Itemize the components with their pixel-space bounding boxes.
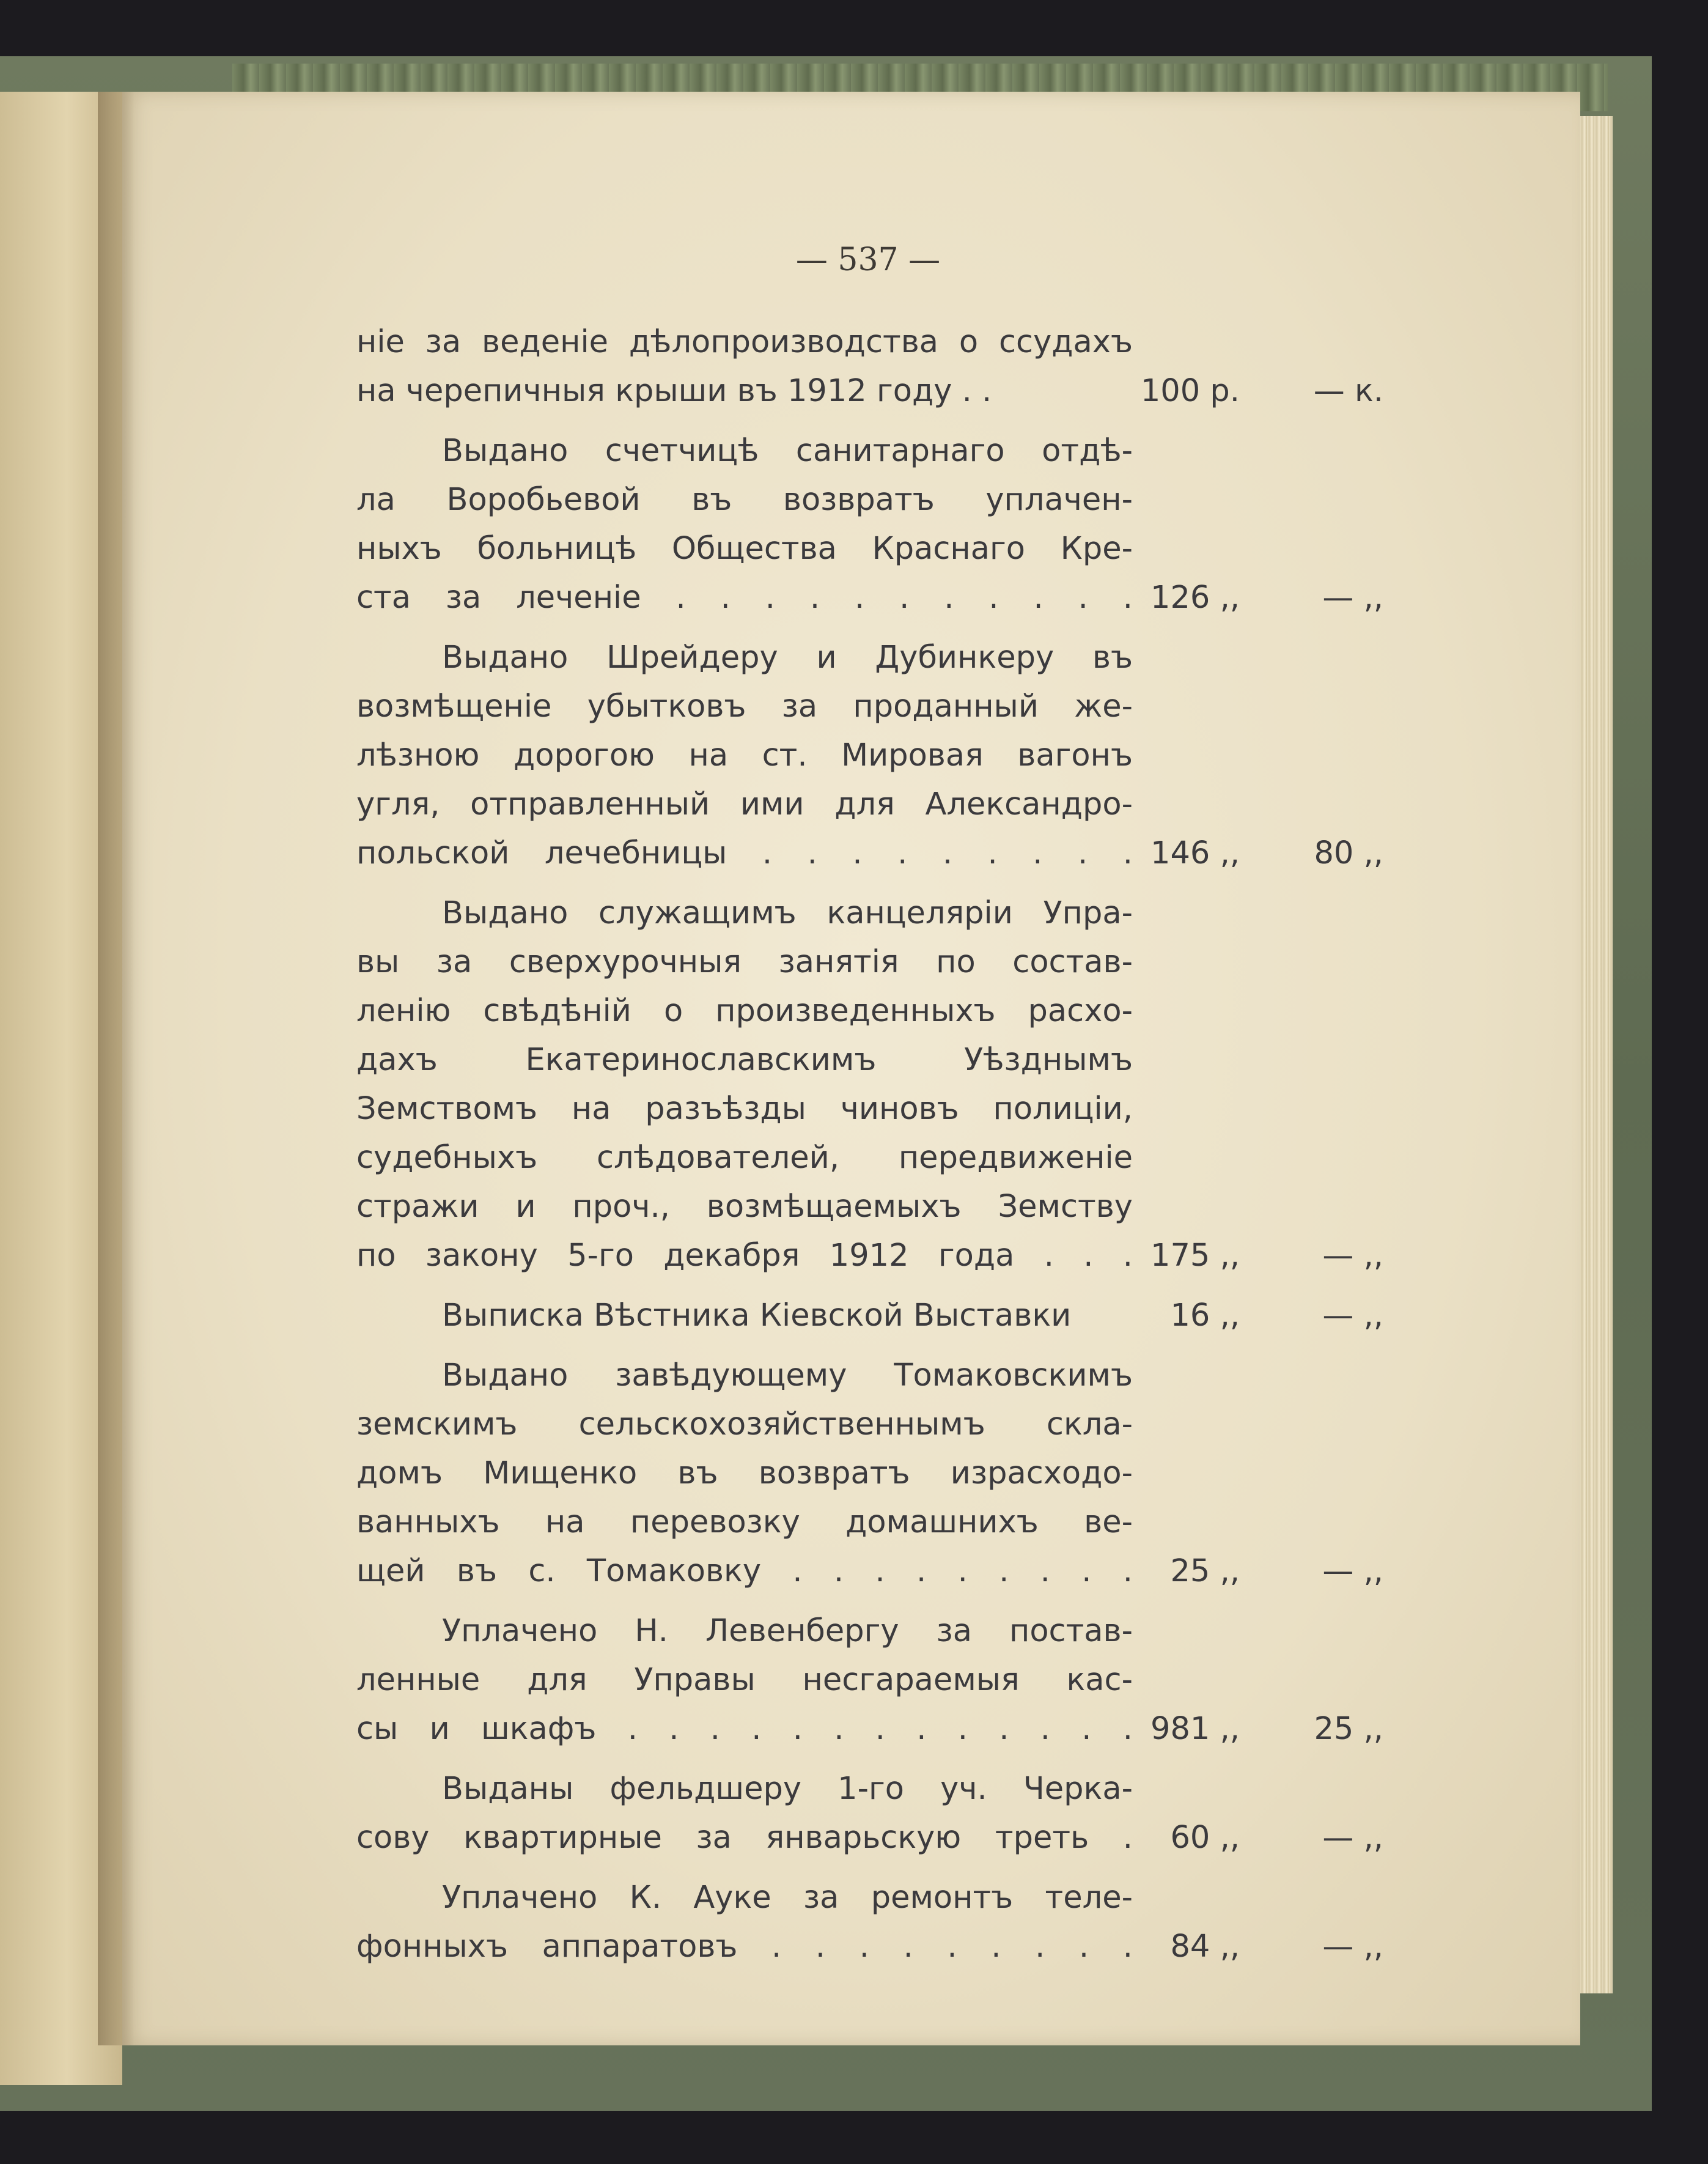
amount-kopecks: — ,, <box>1322 580 1383 616</box>
amount <box>1133 1291 1383 1340</box>
ledger-entry <box>356 427 1383 622</box>
ledger-line <box>356 1400 1383 1449</box>
line-text: домъ Мищенко въ возвратъ израсходо- <box>356 1455 1133 1491</box>
amount <box>1133 1705 1383 1754</box>
ledger-line <box>356 938 1383 987</box>
line-text: дахъ Екатеринославскимъ Уѣзднымъ <box>356 1042 1133 1078</box>
line-text: судебныхъ слѣдователей, передвиженіе <box>356 1140 1133 1176</box>
amount <box>1133 367 1383 416</box>
line-text: стражи и проч., возмѣщаемыхъ Земству <box>356 1189 1133 1225</box>
amount-rubles: 126 ,, <box>1150 580 1240 616</box>
amount-kopecks: 25 ,, <box>1314 1711 1383 1747</box>
line-text: возмѣщеніе убытковъ за проданный же- <box>356 689 1133 725</box>
ledger-entry <box>356 318 1383 416</box>
line-text: на черепичныя крыши въ 1912 году . . <box>356 373 992 409</box>
line-text: угля, отправленный ими для Александро- <box>356 786 1133 822</box>
amount-rubles: 16 ,, <box>1170 1298 1240 1334</box>
line-text: ныхъ больницѣ Общества Краснаго Кре- <box>356 531 1133 567</box>
ledger-entry <box>356 1291 1383 1340</box>
line-text: вы за сверхурочныя занятія по состав- <box>356 944 1133 980</box>
line-text: Выданы фельдшеру 1-го уч. Черка- <box>442 1771 1133 1807</box>
amount-rubles: 981 ,, <box>1150 1711 1240 1747</box>
ledger-line <box>356 1183 1383 1232</box>
ledger-line <box>356 1498 1383 1547</box>
line-text: по закону 5-го декабря 1912 года . . . <box>356 1238 1133 1274</box>
line-text: Уплачено Н. Левенбергу за постав- <box>442 1613 1133 1649</box>
ledger-line <box>356 1036 1383 1085</box>
ledger-line <box>356 1134 1383 1183</box>
amount-kopecks: — ,, <box>1322 1553 1383 1589</box>
line-text: щей въ с. Томаковку . . . . . . . . . <box>356 1553 1133 1589</box>
ledger-line <box>356 1232 1383 1280</box>
ledger-line <box>356 525 1383 574</box>
ledger-line <box>356 1656 1383 1705</box>
ledger-entry <box>356 1351 1383 1596</box>
ledger-line <box>356 780 1383 829</box>
amount-kopecks: — ,, <box>1322 1929 1383 1965</box>
line-text: Земствомъ на разъѣзды чиновъ полиціи, <box>356 1091 1133 1127</box>
line-text: Уплачено К. Ауке за ремонтъ теле- <box>442 1880 1133 1916</box>
amount-rubles: 60 ,, <box>1170 1820 1240 1856</box>
amount-rubles: 25 ,, <box>1170 1553 1240 1589</box>
amount-kopecks: — ,, <box>1322 1298 1383 1334</box>
amount-kopecks: — к. <box>1313 373 1383 409</box>
line-text: ніе за веденіе дѣлопроизводства о ссудахъ <box>356 324 1133 360</box>
ledger-line <box>356 682 1383 731</box>
ledger-line <box>356 987 1383 1036</box>
ledger-line <box>356 1705 1383 1754</box>
amount <box>1133 574 1383 622</box>
ledger-entry <box>356 1874 1383 1971</box>
amount-rubles: 146 ,, <box>1150 835 1240 871</box>
ledger-line <box>356 1765 1383 1814</box>
line-text: ста за леченіе . . . . . . . . . . . <box>356 580 1133 616</box>
ledger-line <box>356 1351 1383 1400</box>
ledger-line <box>356 829 1383 878</box>
ledger-line <box>356 633 1383 682</box>
amount-rubles: 100 р. <box>1140 373 1240 409</box>
page-number: — 537 — <box>795 242 941 278</box>
ledger-line <box>356 367 1383 416</box>
amount <box>1133 1814 1383 1863</box>
ledger-line <box>356 318 1383 367</box>
amount <box>1133 1922 1383 1971</box>
amount-kopecks: — ,, <box>1322 1238 1383 1274</box>
amount-kopecks: — ,, <box>1322 1820 1383 1856</box>
line-text: ленные для Управы несгараемыя кас- <box>356 1662 1133 1698</box>
line-text: фонныхъ аппаратовъ . . . . . . . . . <box>356 1929 1133 1965</box>
ledger-line <box>356 427 1383 476</box>
ledger-line <box>356 476 1383 525</box>
amount <box>1133 829 1383 878</box>
line-text: земскимъ сельскохозяйственнымъ скла- <box>356 1406 1133 1442</box>
line-text: ленію свѣдѣній о произведенныхъ расхо- <box>356 993 1133 1029</box>
amount <box>1133 1547 1383 1596</box>
line-text: Выписка Вѣстника Кіевской Выставки <box>442 1298 1072 1334</box>
ledger-line <box>356 1922 1383 1971</box>
line-text: ла Воробьевой въ возвратъ уплачен- <box>356 482 1133 518</box>
line-text: Выдано служащимъ канцеляріи Упра- <box>442 895 1133 931</box>
ledger-line <box>356 889 1383 938</box>
ledger-line <box>356 1607 1383 1656</box>
line-text: лѣзною дорогою на ст. Мировая вагонъ <box>356 737 1133 774</box>
ledger-entry <box>356 1765 1383 1863</box>
amount-rubles: 84 ,, <box>1170 1929 1240 1965</box>
ledger-text <box>356 318 1383 1982</box>
line-text: Выдано Шрейдеру и Дубинкеру въ <box>442 640 1133 676</box>
line-text: Выдано завѣдующему Томаковскимъ <box>442 1357 1133 1394</box>
amount-rubles: 175 ,, <box>1150 1238 1240 1274</box>
line-text: сову квартирные за январьскую треть . <box>356 1820 1133 1856</box>
line-text: польской лечебницы . . . . . . . . . <box>356 835 1133 871</box>
ledger-line <box>356 1814 1383 1863</box>
ledger-line <box>356 1449 1383 1498</box>
line-text: сы и шкафъ . . . . . . . . . . . . . <box>356 1711 1133 1747</box>
ledger-line <box>356 1874 1383 1922</box>
ledger-line <box>356 731 1383 780</box>
ledger-entry <box>356 633 1383 878</box>
gutter-shadow <box>98 92 134 2045</box>
ledger-line <box>356 1291 1383 1340</box>
amount <box>1133 1232 1383 1280</box>
line-text: Выдано счетчицѣ санитарнаго отдѣ- <box>442 433 1133 469</box>
ledger-line <box>356 574 1383 622</box>
ledger-line <box>356 1085 1383 1134</box>
amount-kopecks: 80 ,, <box>1314 835 1383 871</box>
ledger-line <box>356 1547 1383 1596</box>
ledger-entry <box>356 889 1383 1280</box>
line-text: ванныхъ на перевозку домашнихъ ве- <box>356 1504 1133 1540</box>
ledger-entry <box>356 1607 1383 1754</box>
